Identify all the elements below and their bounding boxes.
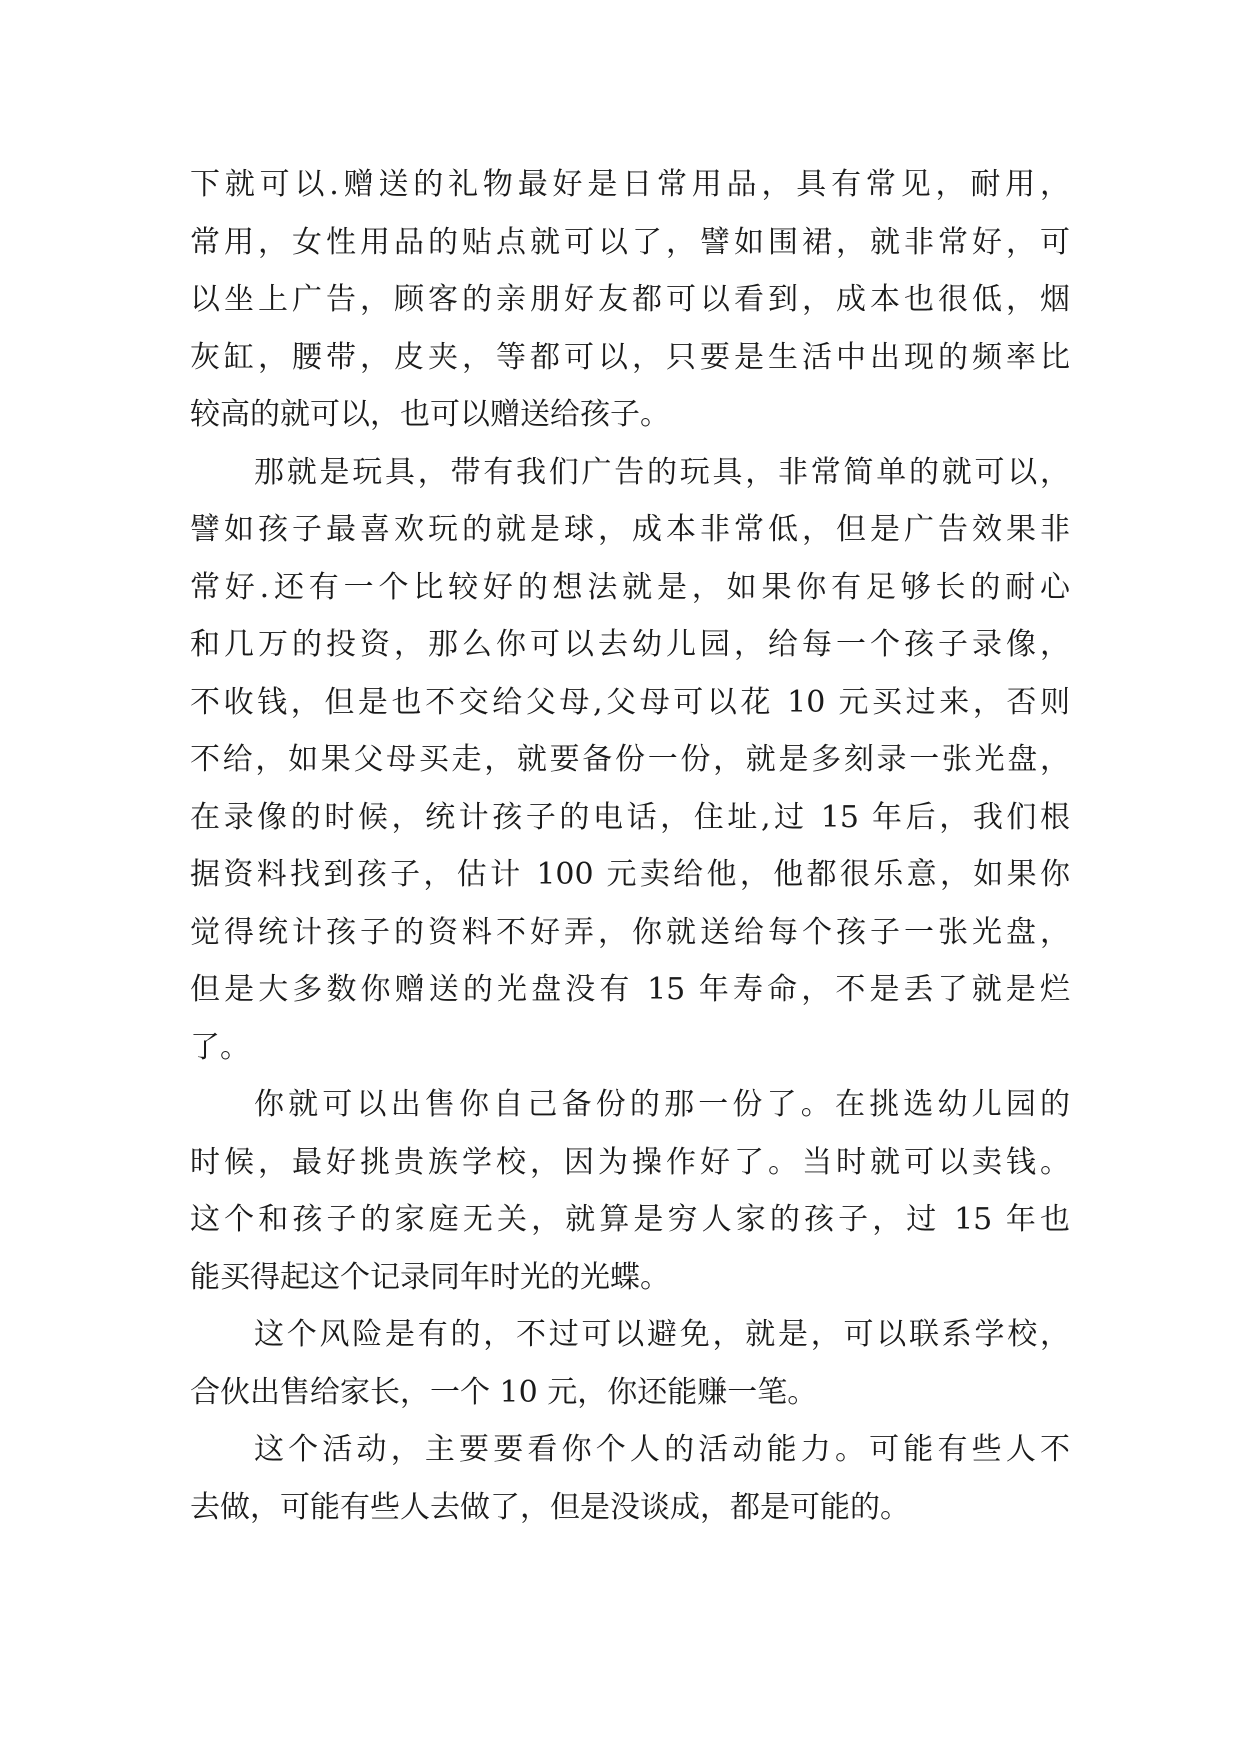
text-line: 觉得统计孩子的资料不好弄，你就送给每个孩子一张光盘， xyxy=(190,914,1070,950)
text-line: 不给，如果父母买走，就要备份一份，就是多刻录一张光盘， xyxy=(190,742,1070,777)
text-line: 常好.还有一个比较好的想法就是，如果你有足够长的耐心 xyxy=(190,569,1070,605)
text-line: 下就可以.赠送的礼物最好是日常用品，具有常见，耐用， xyxy=(190,167,1070,202)
text-line: 譬如孩子最喜欢玩的就是球，成本非常低，但是广告效果非 xyxy=(190,512,1070,547)
text-line: 较高的就可以，也可以赠送给孩子。 xyxy=(190,397,670,432)
text-line: 能买得起这个记录同年时光的光蝶。 xyxy=(190,1259,670,1295)
text-line: 据资料找到孩子，估计 100 元卖给他，他都很乐意，如果你 xyxy=(190,857,1070,892)
text-line: 在录像的时候，统计孩子的电话，住址,过 15 年后，我们根 xyxy=(190,799,1070,835)
text-line: 了。 xyxy=(190,1029,250,1065)
text-line: 灰缸，腰带，皮夹，等都可以，只要是生活中出现的频率比 xyxy=(190,339,1070,375)
text-line: 和几万的投资，那么你可以去幼儿园，给每一个孩子录像， xyxy=(190,627,1070,662)
text-line: 去做，可能有些人去做了，但是没谈成，都是可能的。 xyxy=(190,1489,910,1525)
paragraph-first-line: 这个风险是有的，不过可以避免，就是，可以联系学校， xyxy=(254,1317,1070,1352)
document-body xyxy=(190,156,1070,1536)
text-line: 以坐上广告，顾客的亲朋好友都可以看到，成本也很低，烟 xyxy=(190,282,1070,317)
paragraph-first-line: 这个活动，主要要看你个人的活动能力。可能有些人不 xyxy=(254,1432,1070,1467)
text-line: 常用，女性用品的贴点就可以了，譬如围裙，就非常好，可 xyxy=(190,224,1070,260)
text-line: 不收钱，但是也不交给父母,父母可以花 10 元买过来，否则 xyxy=(190,684,1070,720)
text-line: 这个和孩子的家庭无关，就算是穷人家的孩子，过 15 年也 xyxy=(190,1202,1070,1237)
text-line: 合伙出售给家长，一个 10 元，你还能赚一笔。 xyxy=(190,1374,818,1410)
paragraph-first-line: 你就可以出售你自己备份的那一份了。在挑选幼儿园的 xyxy=(254,1087,1070,1122)
text-line: 时候，最好挑贵族学校，因为操作好了。当时就可以卖钱。 xyxy=(190,1144,1070,1180)
text-line: 但是大多数你赠送的光盘没有 15 年寿命，不是丢了就是烂 xyxy=(190,972,1070,1007)
paragraph-first-line: 那就是玩具，带有我们广告的玩具，非常简单的就可以， xyxy=(254,454,1070,490)
